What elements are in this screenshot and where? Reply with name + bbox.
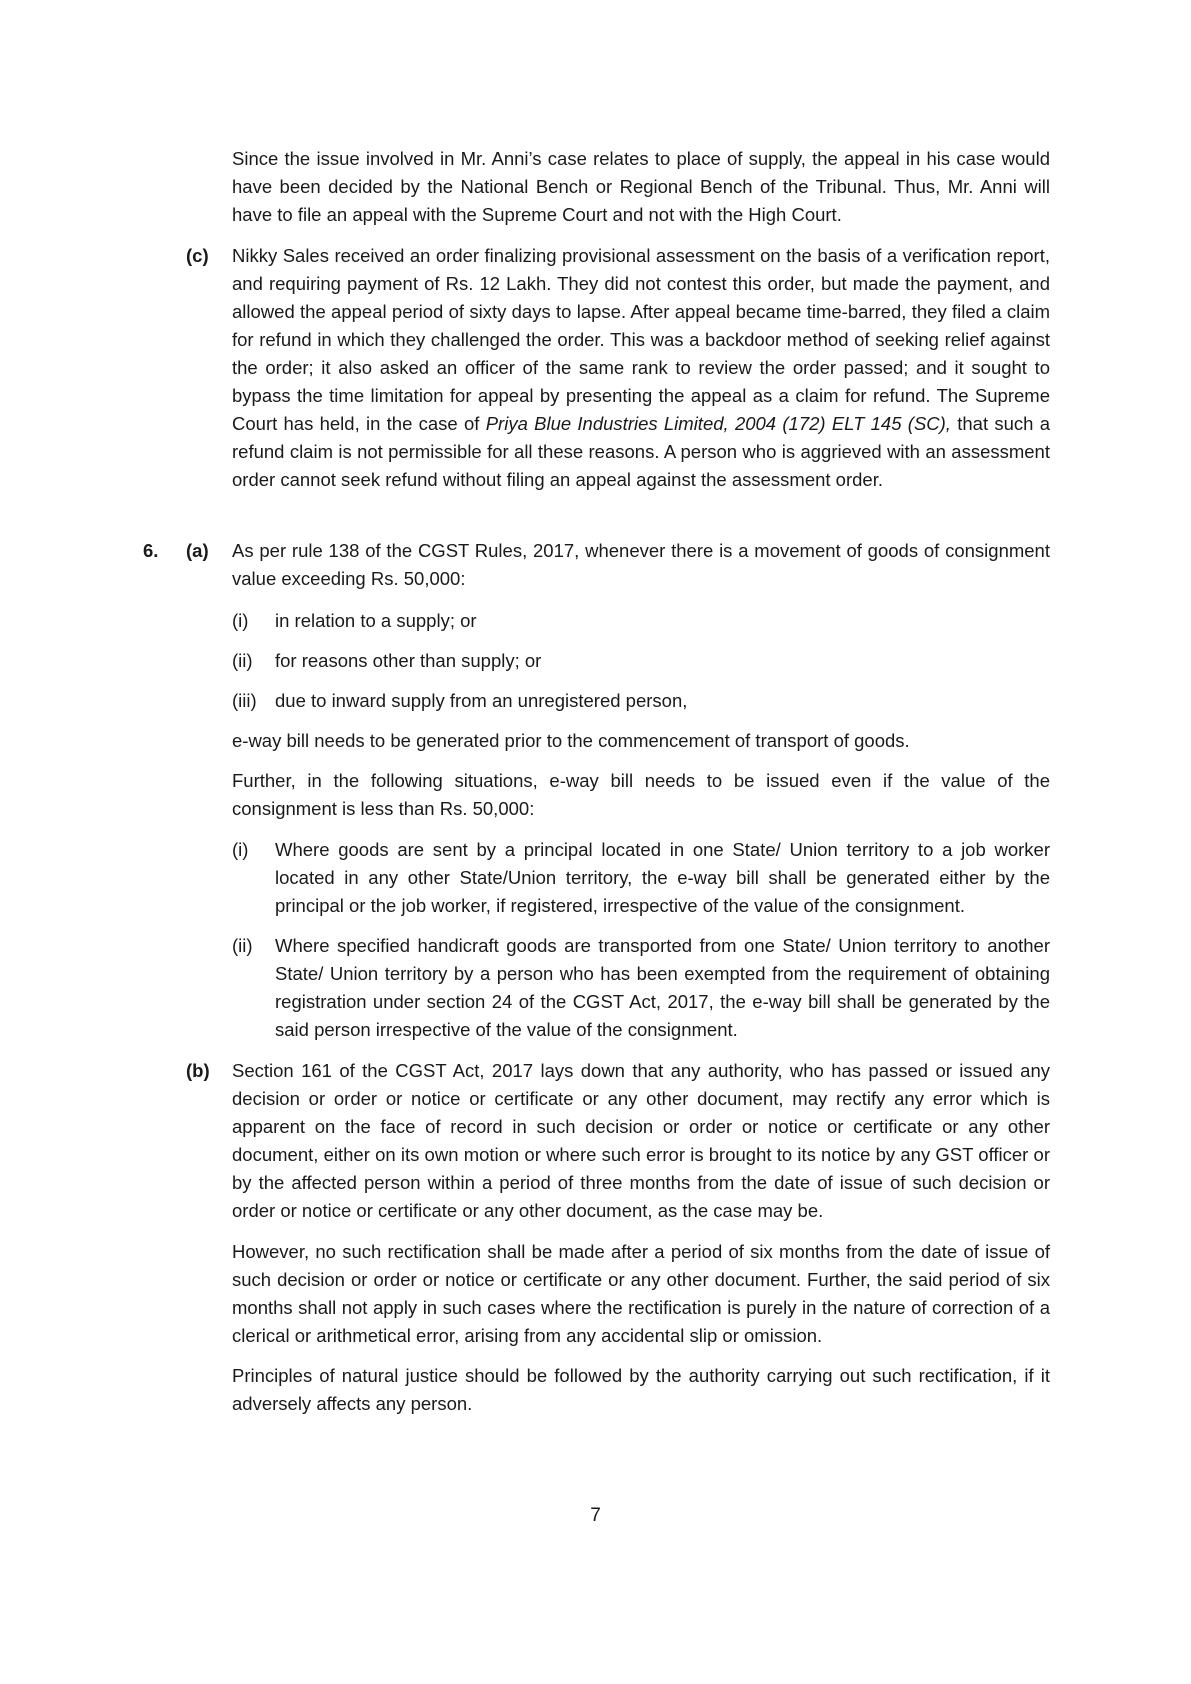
case-citation: Priya Blue Industries Limited, 2004 (172) ELT 145 (SC), [485,413,951,434]
part-b-paragraph-1: Section 161 of the CGST Act, 2017 lays down that any authority, who has passed or issued any decision or order or notice or certificate or any other document, may rectify any error which is apparent on the face of record in such decision or order or notice or certificate or any other document, either on its own motion or where such error is brought to its notice by any GST officer or by the affected person within a period of three months from the date of issue of such decision or order or notice or certificate or any other document, as the case may be. [232,1060,1050,1221]
page-number: 7 [590,1505,601,1526]
part-c-text-before: Nikky Sales received an order finalizing provisional assessment on the basis of a verification report, and requiring payment of Rs. 12 Lakh. They did not contest this order, but made the payment, and allowed the appeal period of sixty days to lapse. After appeal became time-barred, they filed a claim for refund in which they challenged the order. This was a backdoor method of seeking relief against the order; it also asked an officer of the same rank to review the order passed; and it sought to bypass the time limitation for appeal by presenting the appeal as a claim for refund. The Supreme Court has held, in the case of [232,245,1050,434]
list-item-1-text: in relation to a supply; or [275,610,477,631]
question-6-number: 6. [143,540,159,561]
part-a-intro: As per rule 138 of the CGST Rules, 2017, whenever there is a movement of goods of consignment value exceeding Rs. 50,000: [232,540,1050,589]
situation-2-number: (ii) [232,935,253,956]
list-item-3-text: due to inward supply from an unregistered person, [275,690,688,711]
part-c-text-after: that such a refund claim is not permissible for all these reasons. A person who is aggrieved with an assessment order cannot seek refund without filing an appeal against the assessment order. [232,413,1050,490]
list-item-2-number: (ii) [232,650,253,671]
part-b-paragraph-3: Principles of natural justice should be followed by the authority carrying out such rectification, if it adversely affects any person. [232,1365,1050,1414]
situation-2-text: Where specified handicraft goods are transported from one State/ Union territory to another State/ Union territory by a person who has been exempted from the requirement of obtaining registration under section 24 of the CGST Act, 2017, the e-way bill shall be generated by the said person irrespective of the value of the consignment. [275,935,1050,1040]
part-a-label: (a) [186,540,209,561]
list-item-1-number: (i) [232,610,249,631]
part-c-paragraph [232,242,1050,494]
situation-1-number: (i) [232,839,249,860]
part-c-label: (c) [186,245,209,266]
part-b-paragraph-2: However, no such rectification shall be made after a period of six months from the date of issue of such decision or order or notice or certificate or any other document. Further, the said period of six months shall not apply in such cases where the rectification is purely in the nature of correction of a clerical or arithmetical error, arising from any accidental slip or omission. [232,1241,1050,1346]
list-item-2-text: for reasons other than supply; or [275,650,542,671]
situation-1-text: Where goods are sent by a principal located in one State/ Union territory to a job worker located in any other State/Union territory, the e-way bill shall be generated either by the principal or the job worker, if registered, irrespective of the value of the consignment. [275,839,1050,916]
part-b-label: (b) [186,1060,210,1081]
list-item-3-number: (iii) [232,690,257,711]
intro-paragraph: Since the issue involved in Mr. Anni’s case relates to place of supply, the appeal in his case would have been decided by the National Bench or Regional Bench of the Tribunal. Thus, Mr. Anni will have to file an appeal with the Supreme Court and not with the High Court. [232,148,1050,225]
after-list-paragraph: e-way bill needs to be generated prior to the commencement of transport of goods. [232,730,910,751]
further-paragraph: Further, in the following situations, e-way bill needs to be issued even if the value of the consignment is less than Rs. 50,000: [232,770,1050,819]
